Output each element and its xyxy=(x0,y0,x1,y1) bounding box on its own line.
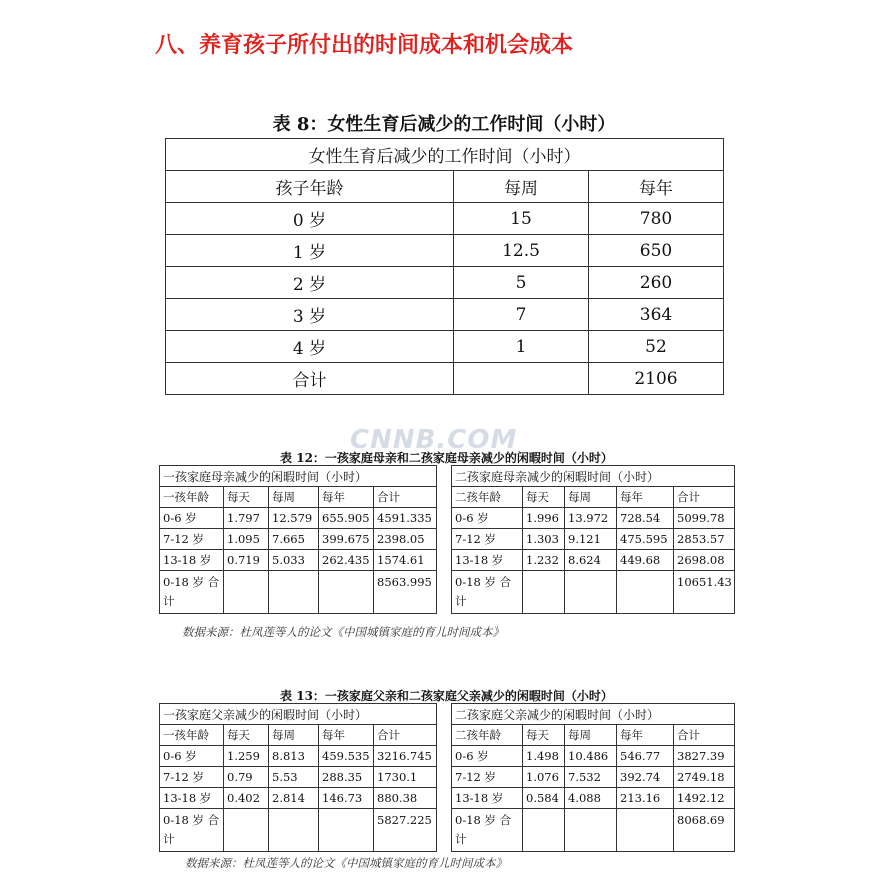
table-row xyxy=(160,767,735,788)
table-cell: 260 xyxy=(589,267,724,299)
table-cell: 10.486 xyxy=(565,746,617,767)
table-cell: 一孩年龄 xyxy=(160,487,224,508)
table-cell: 二孩家庭母亲减少的闲暇时间（小时） xyxy=(452,466,735,487)
table8 xyxy=(165,138,724,395)
table-cell: 每年 xyxy=(319,725,374,746)
table-cell: 0-6 岁 xyxy=(452,508,523,529)
table-cell xyxy=(269,809,319,852)
table-cell: 每年 xyxy=(617,725,674,746)
table-row xyxy=(160,571,735,614)
table-cell xyxy=(565,571,617,614)
table-cell: 4 岁 xyxy=(166,331,454,363)
table-cell: 3216.745 xyxy=(374,746,437,767)
table12-caption: 表 12：一孩家庭母亲和二孩家庭母亲减少的闲暇时间（小时） xyxy=(280,451,613,465)
table-cell: 1 xyxy=(454,331,589,363)
table-cell: 9.121 xyxy=(565,529,617,550)
table-cell: 0-6 岁 xyxy=(452,746,523,767)
table-cell: 8563.995 xyxy=(374,571,437,614)
table-row xyxy=(166,331,724,363)
gap-cell xyxy=(437,788,452,809)
table-cell: 8.813 xyxy=(269,746,319,767)
table-row xyxy=(166,203,724,235)
table-cell: 每年 xyxy=(617,487,674,508)
watermark-logo: CNNB.COM xyxy=(350,425,518,455)
table-cell: 孩子年龄 xyxy=(166,171,454,203)
gap-cell xyxy=(437,529,452,550)
table-cell xyxy=(454,363,589,395)
table-cell: 0-18 岁 合计 xyxy=(160,571,224,614)
table-column-row xyxy=(160,725,735,746)
table-cell: 13-18 岁 xyxy=(160,550,224,571)
table-cell: 1.303 xyxy=(523,529,565,550)
table-cell: 1.797 xyxy=(224,508,269,529)
gap-cell xyxy=(437,508,452,529)
table-cell: 8068.69 xyxy=(674,809,735,852)
table-cell: 合计 xyxy=(674,487,735,508)
table-cell: 7-12 岁 xyxy=(160,529,224,550)
table-cell: 52 xyxy=(589,331,724,363)
table-cell: 546.77 xyxy=(617,746,674,767)
table-cell: 每周 xyxy=(269,487,319,508)
table-cell: 13-18 岁 xyxy=(452,550,523,571)
table-cell: 0.79 xyxy=(224,767,269,788)
table-cell: 合计 xyxy=(374,487,437,508)
table-cell: 0-6 岁 xyxy=(160,746,224,767)
table-cell: 每周 xyxy=(565,487,617,508)
table-cell: 二孩年龄 xyxy=(452,487,523,508)
table-cell: 15 xyxy=(454,203,589,235)
table-cell: 1.076 xyxy=(523,767,565,788)
table-cell: 13-18 岁 xyxy=(452,788,523,809)
table-cell: 每天 xyxy=(224,487,269,508)
table-cell: 7 xyxy=(454,299,589,331)
table-row xyxy=(166,267,724,299)
table12 xyxy=(159,465,735,614)
table-cell: 一孩家庭母亲减少的闲暇时间（小时） xyxy=(160,466,437,487)
table-cell: 13-18 岁 xyxy=(160,788,224,809)
table-cell xyxy=(617,809,674,852)
gap-cell xyxy=(437,809,452,852)
table-cell xyxy=(565,809,617,852)
table-cell: 0-6 岁 xyxy=(160,508,224,529)
table-cell: 0-18 岁 合计 xyxy=(452,809,523,852)
table-cell: 每年 xyxy=(319,487,374,508)
gap-cell xyxy=(437,746,452,767)
table-cell: 475.595 xyxy=(617,529,674,550)
table-cell: 7-12 岁 xyxy=(452,767,523,788)
table-cell: 146.73 xyxy=(319,788,374,809)
table-cell: 728.54 xyxy=(617,508,674,529)
table-cell: 2398.05 xyxy=(374,529,437,550)
table-cell: 4591.335 xyxy=(374,508,437,529)
table-cell: 2698.08 xyxy=(674,550,735,571)
table-cell: 1.095 xyxy=(224,529,269,550)
table-cell: 10651.43 xyxy=(674,571,735,614)
table-cell: 2 岁 xyxy=(166,267,454,299)
table-cell: 7-12 岁 xyxy=(452,529,523,550)
table-cell: 5 xyxy=(454,267,589,299)
table-cell: 459.535 xyxy=(319,746,374,767)
table-cell: 262.435 xyxy=(319,550,374,571)
gap-cell xyxy=(437,704,452,725)
gap-cell xyxy=(437,487,452,508)
table-cell: 3827.39 xyxy=(674,746,735,767)
table13-source: 数据来源：杜凤莲等人的论文《中国城镇家庭的育儿时间成本》 xyxy=(185,856,507,870)
table-row xyxy=(160,809,735,852)
table-cell: 3 岁 xyxy=(166,299,454,331)
table-cell: 1.259 xyxy=(224,746,269,767)
table-cell: 4.088 xyxy=(565,788,617,809)
table-cell: 5.033 xyxy=(269,550,319,571)
table-cell: 每天 xyxy=(224,725,269,746)
table-header-row xyxy=(166,139,724,171)
table-cell: 5.53 xyxy=(269,767,319,788)
table-row xyxy=(160,746,735,767)
table-cell: 0 岁 xyxy=(166,203,454,235)
table-cell: 一孩家庭父亲减少的闲暇时间（小时） xyxy=(160,704,437,725)
table-cell: 288.35 xyxy=(319,767,374,788)
table-cell: 8.624 xyxy=(565,550,617,571)
table-cell: 二孩年龄 xyxy=(452,725,523,746)
table13-caption: 表 13：一孩家庭父亲和二孩家庭父亲减少的闲暇时间（小时） xyxy=(280,689,613,703)
table-row xyxy=(166,299,724,331)
table-cell: 1.232 xyxy=(523,550,565,571)
table-cell: 7.665 xyxy=(269,529,319,550)
table8-caption: 表 8：女性生育后减少的工作时间（小时） xyxy=(272,114,616,135)
table-column-row xyxy=(166,171,724,203)
table-cell: 650 xyxy=(589,235,724,267)
table-cell: 449.68 xyxy=(617,550,674,571)
table-cell: 0-18 岁 合计 xyxy=(452,571,523,614)
table-cell: 一孩年龄 xyxy=(160,725,224,746)
table-cell: 1730.1 xyxy=(374,767,437,788)
table-cell: 213.16 xyxy=(617,788,674,809)
section-title: 八、养育孩子所付出的时间成本和机会成本 xyxy=(155,33,574,58)
table-cell: 7-12 岁 xyxy=(160,767,224,788)
table-row xyxy=(160,529,735,550)
table-cell xyxy=(269,571,319,614)
table-cell xyxy=(523,571,565,614)
table-cell: 1492.12 xyxy=(674,788,735,809)
gap-cell xyxy=(437,571,452,614)
table-row xyxy=(166,235,724,267)
table-cell xyxy=(224,571,269,614)
table-header-row xyxy=(160,704,735,725)
table-row xyxy=(166,363,724,395)
table-cell: 0.584 xyxy=(523,788,565,809)
table-cell: 0.402 xyxy=(224,788,269,809)
table-cell: 780 xyxy=(589,203,724,235)
table-cell: 2.814 xyxy=(269,788,319,809)
table-header-row xyxy=(160,466,735,487)
table-cell: 0.719 xyxy=(224,550,269,571)
table-cell: 880.38 xyxy=(374,788,437,809)
table-cell: 12.579 xyxy=(269,508,319,529)
table-cell: 655.905 xyxy=(319,508,374,529)
table12-source: 数据来源：杜凤莲等人的论文《中国城镇家庭的育儿时间成本》 xyxy=(182,625,504,639)
table-cell: 每天 xyxy=(523,725,565,746)
table-cell xyxy=(523,809,565,852)
table-cell: 女性生育后减少的工作时间（小时） xyxy=(166,139,724,171)
table-row xyxy=(160,508,735,529)
table-cell: 399.675 xyxy=(319,529,374,550)
table-row xyxy=(160,788,735,809)
table-cell: 合计 xyxy=(674,725,735,746)
table-cell: 1574.61 xyxy=(374,550,437,571)
table-cell: 1.498 xyxy=(523,746,565,767)
table-cell: 13.972 xyxy=(565,508,617,529)
table-cell: 2749.18 xyxy=(674,767,735,788)
table-cell xyxy=(224,809,269,852)
table-cell: 7.532 xyxy=(565,767,617,788)
table-cell: 12.5 xyxy=(454,235,589,267)
gap-cell xyxy=(437,550,452,571)
table-cell xyxy=(319,571,374,614)
table-cell: 每周 xyxy=(454,171,589,203)
table-cell xyxy=(319,809,374,852)
table-cell: 合计 xyxy=(166,363,454,395)
table-row xyxy=(160,550,735,571)
table-cell: 二孩家庭父亲减少的闲暇时间（小时） xyxy=(452,704,735,725)
table-cell: 5827.225 xyxy=(374,809,437,852)
table-cell: 392.74 xyxy=(617,767,674,788)
gap-cell xyxy=(437,466,452,487)
table-cell: 1.996 xyxy=(523,508,565,529)
gap-cell xyxy=(437,725,452,746)
table-cell: 每周 xyxy=(269,725,319,746)
table-cell: 每周 xyxy=(565,725,617,746)
gap-cell xyxy=(437,767,452,788)
table-cell: 0-18 岁 合计 xyxy=(160,809,224,852)
table-cell: 2106 xyxy=(589,363,724,395)
table-cell: 每年 xyxy=(589,171,724,203)
table-column-row xyxy=(160,487,735,508)
table-cell: 每天 xyxy=(523,487,565,508)
table-cell: 5099.78 xyxy=(674,508,735,529)
table-cell: 2853.57 xyxy=(674,529,735,550)
table-cell: 364 xyxy=(589,299,724,331)
table-cell: 合计 xyxy=(374,725,437,746)
table-cell xyxy=(617,571,674,614)
table-cell: 1 岁 xyxy=(166,235,454,267)
table13 xyxy=(159,703,735,852)
